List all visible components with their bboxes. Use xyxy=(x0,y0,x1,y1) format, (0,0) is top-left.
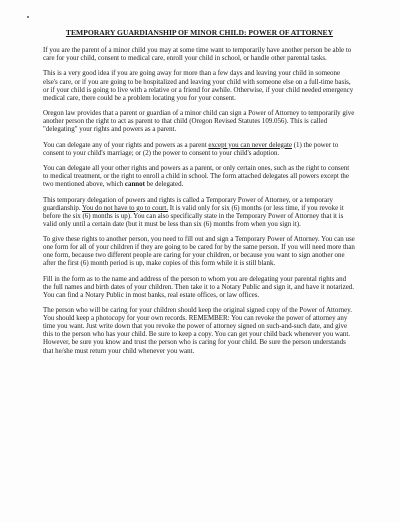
form-instructions-paragraph: To give these rights to another person, you need to fill out and sign a Temporary Power of Attorney. You can use one form for all of your children if they are going to be cared for by the same person. If you will need more than one form, because two different people are caring for your children, or because you want to sign another one after the first (6) month period is up, make copies of this form while it is still blank. xyxy=(43,235,355,268)
validity-underlined: You do not have to go to court. xyxy=(82,203,169,212)
validity-text-a: This temporary delegation of powers and rights is called a Temporary Power of Attorney, or a temporary guardianship. xyxy=(43,195,334,212)
delegate-powers-paragraph xyxy=(43,164,356,188)
caregiver-paragraph: The person who will be caring for your children should keep the original signed copy of the Power of Attorney. You should keep a photocopy for your own records. REMEMBER: You can revoke the power of attorney any time you want. Just write down that you revoke the power of attorney signed on such-and-such date, and give this to the person who has your child. Be sure to keep a copy. You can get your child back whenever you want. However, be sure you know and trust the person who is caring for your child. Be sure the person understands that he/she must return your child whenever you want. xyxy=(43,306,352,355)
oregon-law-paragraph: Oregon law provides that a parent or guardian of a minor child can sign a Power of Attorney to temporarily give another person the right to act as parent to that child (Oregon Revised Statutes 109.056). This is called "delegating" your rights and powers as a parent. xyxy=(43,109,355,134)
intro-paragraph: If you are the parent of a minor child you may at some time want to temporarily have another person be able to care for your child, consent to medical care, enroll your child in school, or handle other parental tasks. xyxy=(43,46,352,63)
validity-paragraph xyxy=(43,196,356,228)
delegation-limits-underlined: except you can never delegate xyxy=(208,140,292,149)
validity-text-b: It is valid only for six (6) months (or less time, if you revoke it before the six (6) months is up). You can also specifically state in the Temporary Power of Attorney that it is valid only until a certain date (but it must be less than six (6) months from when you sign it). xyxy=(43,203,344,228)
document-title: TEMPORARY GUARDIANSHIP OF MINOR CHILD: POWER OF ATTORNEY xyxy=(65,28,334,37)
delegation-limits-text-b: (1) the power to consent to your child's marriage; or (2) the power to consent to your child's adoption. xyxy=(43,140,339,157)
scan-speck xyxy=(27,16,29,18)
delegate-powers-text-b: be delegated. xyxy=(144,180,184,189)
notary-paragraph: Fill in the form as to the name and address of the person to whom you are delegating your parental rights and the full names and birth dates of your children. Then take it to a Notary Public and sign it, and have it notarized. You can find a Notary Public in most banks, real estate offices, or law offices. xyxy=(43,274,355,299)
delegate-powers-bold: cannot xyxy=(124,180,145,189)
delegation-limits-paragraph xyxy=(43,141,356,157)
purpose-paragraph: This is a very good idea if you are going away for more than a few days and leaving your child in someone else's care, or if you are going to be hospitalized and leaving your child with someone else on a full-time basis, or if your child is going to live with a relative or a friend for awhile. Otherwise, if your child needed emergency medical care, there could be a problem locating you for your consent. xyxy=(43,69,354,102)
delegate-powers-text-a: You can delegate all your other rights and powers as a parent, or only certain ones, such as the right to consent to medical treatment, or the right to enroll a child in school. The form attached delegates all powers except the two mentioned above, which xyxy=(43,164,350,189)
delegation-limits-text-a: You can delegate any of your rights and powers as a parent xyxy=(43,140,209,149)
